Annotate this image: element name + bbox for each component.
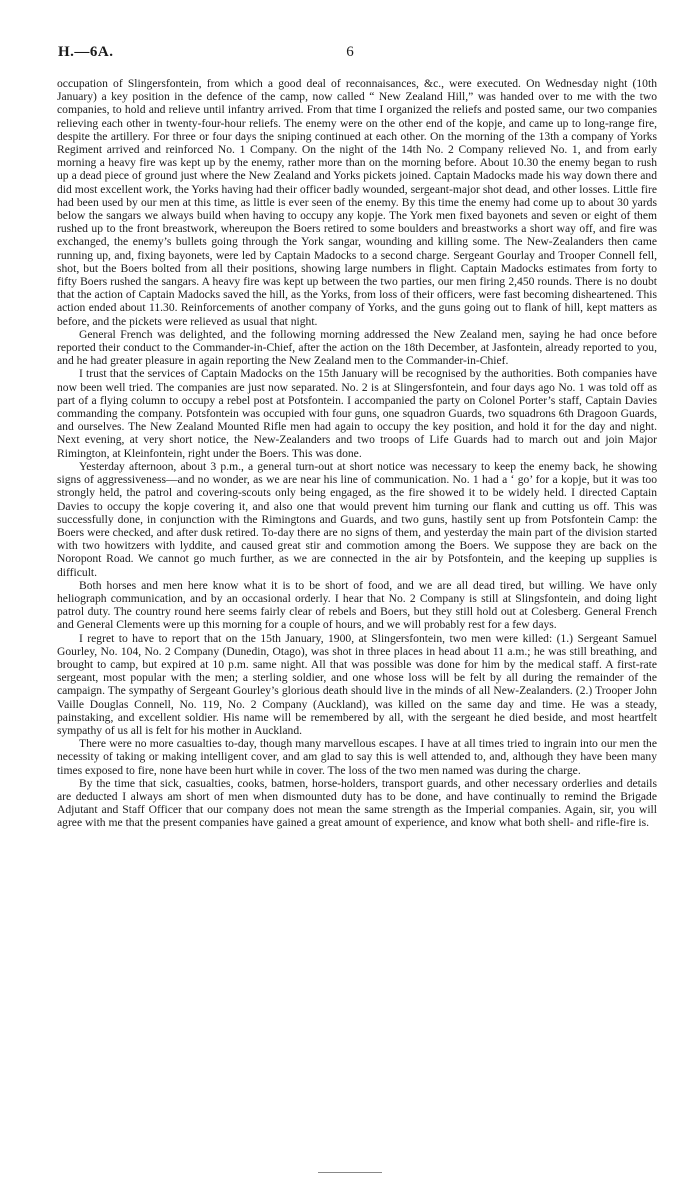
paragraph: Both horses and men here know what it is to be short of food, and we are all dead tired, but willing. We have only heliograph communication, and by an occasional orderly. I hear that No. 2 Company is still at Slingsfontein, and doing light patrol duty. The country round here seems fairly clear of rebels and Boers, but they still hold out at Colesberg. General French and General Clements were up this morning for a couple of hours, and we will probably rest for a few days. [57,578,657,632]
paragraph: There were no more casualties to-day, though many marvellous escapes. I have at all times tried to ingrain into our men the necessity of taking or making intelligent cover, and am glad to say this is well attended to, and, although they have been many times exposed to fire, none have been hurt while in cover. The loss of the two men named was during the charge. [57,737,657,777]
page-header [50,44,650,66]
paragraph: I trust that the services of Captain Madocks on the 15th January will be recognised by the authorities. Both companies have now been well tried. The companies are just now separated. No. 2 is at Slingersfontein, and four days ago No. 1 was told off as part of a flying column to occupy a rebel post at Potsfontein. I accompanied the party on Colonel Porter’s staff, Captain Davies commanding the company. Potsfontein was occupied with four guns, one squadron Guards, two squadrons 6th Dragoon Guards, and ourselves. The New Zealand Mounted Rifle men had again to occupy the key position, and hold it for the day and night. Next evening, at very short notice, the New-Zealanders and two troops of Life Guards had to march out and join Major Rimington, at Kleinfontein, right under the Boers. This was done. [57,367,657,460]
paragraph: Yesterday afternoon, about 3 p.m., a general turn-out at short notice was necessary to keep the enemy back, he showing signs of aggressiveness—and no wonder, as we are near his line of communication. No. 1 had a ‘ go’ for a kopje, but it was too strongly held, the patrol and covering-scouts only being engaged, as the fire showed it to be widely held. I directed Captain Davies to occupy the kopje covering it, and also one that would prevent him turning our flank and cutting us off. This was successfully done, in conjunction with the Rimingtons and Guards, and two guns, hastily sent up from Potsfontein Camp: the Boers were checked, and after dusk retired. To-day there are no signs of them, and yesterday the main part of the division started with two howitzers with lyddite, and caused great stir and commotion among the Boers. We suppose they are back on the Noropont Road. We cannot go much further, as we are connected in the air by Potsfontein, and the keeping up supplies is difficult. [57,459,657,579]
paragraph: General French was delighted, and the following morning addressed the New Zealand men, saying he had once before reported their conduct to the Commander-in-Chief, after the action on the 18th December, at Jasfontein, already reported to you, and he had greater pleasure in again reporting the New Zealand men to the Commander-in-Chief. [57,327,657,368]
footer-rule [318,1172,382,1173]
document-reference: H.—6A. [58,44,114,60]
paragraph: I regret to have to report that on the 15th January, 1900, at Slingersfontein, two men were killed: (1.) Sergeant Samuel Gourley, No. 104, No. 2 Company (Dunedin, Otago), was shot in three places in head about 11 a.m.; he was still breathing, and brought to camp, but expired at 10 p.m. same night. All that was possible was done for him by the medical staff. A first-rate sergeant, most popular with the men; a sterling soldier, and one whose loss will be felt by all during the remainder of the campaign. The sympathy of Sergeant Gourley’s glorious death should live in the minds of all New-Zealanders. (2.) Trooper John Vaille Douglas Connell, No. 119, No. 2 Company (Auckland), was killed on the same day and time. He was a steady, painstaking, and excellent soldier. His name will be remembered by all, with the sergeant he died beside, and most heartfelt sympathy of us all is felt for his mother in Auckland. [57,631,657,737]
body-text [57,77,657,830]
paragraph: By the time that sick, casualties, cooks, batmen, horse-holders, transport guards, and other necessary orderlies and details are deducted I always am short of men when dismounted duty has to be done, and have continually to remind the Brigade Adjutant and Staff Officer that our company does not mean the same strength as the Imperial companies. Again, sir, you will agree with me that the present companies have gained a great amount of experience, and know what both shell- and rifle-fire is. [57,776,657,830]
page-number: 6 [346,44,354,60]
paragraph-continuation: occupation of Slingersfontein, from which a good deal of reconnaisances, &c., were executed. On Wednesday night (10th January) a key position in the defence of the camp, now called “ New Zealand Hill,” was handed over to me with the two companies, to hold and relieve until infantry arrived. From that time I organized the reliefs and posted same, our two companies relieving each other in twenty-four-hour reliefs. The enemy were on the other end of the kopje, and came up to long-range fire, despite the artillery. For three or four days the sniping continued at each other. On the morning of the 13th a company of Yorks Regiment arrived and reinforced No. 1 Company. On the night of the 14th No. 2 Company relieved No. 1, and from early morning a heavy fire was kept up by the enemy, rather more than on the morning before. About 10.30 the enemy began to rush up a dead piece of ground just where the New Zealand and Yorks pickets joined. Captain Madocks made his way down there and did most excellent work, the Yorks having had their officer badly wounded, sergeant-major shot dead, and other losses. Little fire had been used by our men at this time, as little is ever seen of the enemy. By this time the enemy had come up to about 30 yards below the sangars we always build when having to occupy any kopje. The York men fixed bayonets and seven or eight of them rushed up to the front breastwork, whereupon the Boers retired to some boulders and breastworks a short way off, and fire was exchanged, the enemy’s bullets going through the York sangar, wounding and killing some. The New-Zealanders then came running up, and, fixing bayonets, were led by Captain Madocks to a second charge. Sergeant Gourlay and Trooper Connell fell, shot, but the Boers bolted from all their positions, showing large numbers in flight. Captain Madocks estimates from forty to fifty Boers rushed the sangars. A heavy fire was kept up between the two parties, our men firing 2,450 rounds. There is no doubt that the action of Captain Madocks saved the hill, as the Yorks, from loss of their officers, were fast becoming disheartened. This action ended about 11.30. Reinforcements of another company of Yorks, and the guns going out to flank of hill, kept matters as before, and the pickets were relieved as usual that night. [57,77,657,328]
